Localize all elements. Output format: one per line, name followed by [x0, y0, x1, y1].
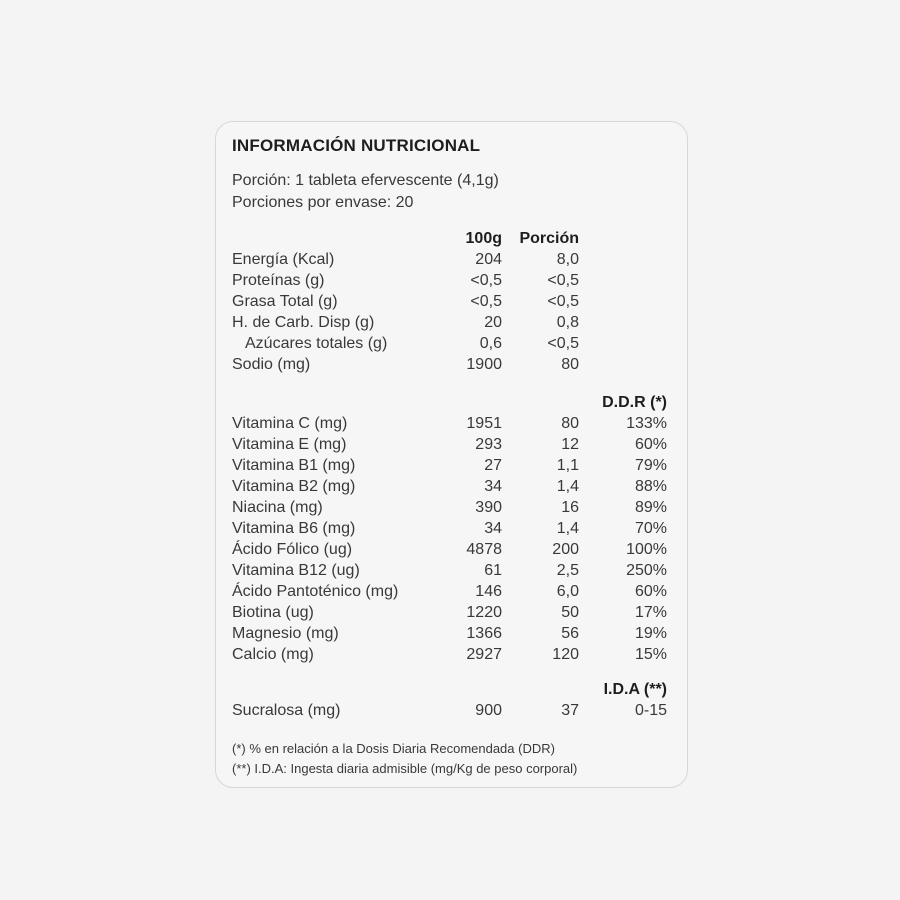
value-100g: 20 — [484, 314, 502, 331]
value-100g: 27 — [484, 457, 502, 474]
value-porcion: 12 — [561, 436, 579, 453]
card-title: INFORMACIÓN NUTRICIONAL — [232, 136, 481, 155]
table-row — [232, 476, 667, 497]
table-row — [232, 333, 667, 354]
table-row — [232, 539, 667, 560]
value-porcion: 37 — [561, 702, 579, 719]
row-label: Vitamina E (mg) — [232, 436, 347, 453]
row-label: Sucralosa (mg) — [232, 702, 341, 719]
value-porcion: 1,4 — [556, 520, 579, 537]
value-100g: 0,6 — [479, 335, 502, 352]
row-label: Vitamina B12 (ug) — [232, 562, 360, 579]
value-100g: 1220 — [466, 604, 502, 621]
value-ddr: 250% — [626, 562, 667, 579]
row-label: Calcio (mg) — [232, 646, 314, 663]
value-ddr: 19% — [634, 625, 667, 642]
value-porcion: 2,5 — [556, 562, 579, 579]
row-label: Energía (Kcal) — [232, 251, 335, 268]
value-porcion: 0,8 — [556, 314, 579, 331]
value-100g: 1900 — [466, 356, 502, 373]
value-porcion: 80 — [561, 356, 579, 373]
footnote-ddr: (*) % en relación a la Dosis Diaria Recomendada (DDR) — [232, 741, 555, 756]
value-100g: 34 — [484, 520, 502, 537]
table-row — [232, 291, 667, 312]
value-porcion: <0,5 — [547, 335, 579, 352]
table-row — [232, 602, 667, 623]
value-porcion: 8,0 — [556, 251, 579, 268]
value-ddr: 15% — [634, 646, 667, 663]
row-label: Niacina (mg) — [232, 499, 323, 516]
row-label: Vitamina B1 (mg) — [232, 457, 356, 474]
row-label: Ácido Pantoténico (mg) — [232, 583, 399, 600]
table-row — [232, 455, 667, 476]
table-row — [232, 270, 667, 291]
table-row — [232, 644, 667, 665]
value-100g: <0,5 — [470, 272, 502, 289]
value-porcion: 1,4 — [556, 478, 579, 495]
row-label: Vitamina B2 (mg) — [232, 478, 356, 495]
value-ddr: 89% — [634, 499, 667, 516]
value-100g: 293 — [475, 436, 502, 453]
value-porcion: <0,5 — [547, 272, 579, 289]
value-porcion: <0,5 — [547, 293, 579, 310]
row-label: Magnesio (mg) — [232, 625, 339, 642]
value-100g: 61 — [484, 562, 502, 579]
row-label: Grasa Total (g) — [232, 293, 338, 310]
value-porcion: 120 — [552, 646, 579, 663]
value-100g: 1366 — [466, 625, 502, 642]
value-ddr: 88% — [634, 478, 667, 495]
table-row — [232, 497, 667, 518]
row-label: Sodio (mg) — [232, 356, 311, 373]
value-100g: 1951 — [466, 415, 502, 432]
column-header-ddr: D.D.R (*) — [602, 394, 667, 411]
serving-size-text: Porción: 1 tableta efervescente (4,1g) — [232, 172, 499, 189]
value-100g: <0,5 — [470, 293, 502, 310]
value-100g: 2927 — [466, 646, 502, 663]
row-label: Biotina (ug) — [232, 604, 314, 621]
value-porcion: 50 — [561, 604, 579, 621]
table-row — [232, 518, 667, 539]
footnotes — [232, 739, 667, 779]
table-row — [232, 312, 667, 333]
table-row — [232, 560, 667, 581]
nutrition-facts-card — [215, 121, 688, 788]
value-porcion: 56 — [561, 625, 579, 642]
value-porcion: 200 — [552, 541, 579, 558]
row-label: Ácido Fólico (ug) — [232, 541, 353, 558]
macro-nutrients-table — [232, 249, 667, 375]
column-header-porcion: Porción — [519, 230, 579, 247]
value-100g: 900 — [475, 702, 502, 719]
value-ddr: 100% — [626, 541, 667, 558]
value-ddr: 60% — [634, 436, 667, 453]
value-100g: 390 — [475, 499, 502, 516]
value-porcion: 1,1 — [556, 457, 579, 474]
column-header-ida: I.D.A (**) — [603, 681, 667, 698]
table-row — [232, 623, 667, 644]
value-100g: 34 — [484, 478, 502, 495]
row-label: Vitamina C (mg) — [232, 415, 348, 432]
table-row — [232, 581, 667, 602]
table-row — [232, 434, 667, 455]
ida-header-row — [232, 679, 667, 700]
column-header-100g: 100g — [465, 230, 502, 247]
footnote-ida: (**) I.D.A: Ingesta diaria admisible (mg/Kg de peso corporal) — [232, 761, 578, 776]
row-label: Azúcares totales (g) — [245, 335, 388, 352]
value-ddr: 133% — [626, 415, 667, 432]
value-porcion: 16 — [561, 499, 579, 516]
value-ddr: 79% — [634, 457, 667, 474]
column-header-row — [232, 228, 667, 249]
servings-per-container-text: Porciones por envase: 20 — [232, 194, 414, 211]
table-row — [232, 354, 667, 375]
row-label: Proteínas (g) — [232, 272, 325, 289]
value-porcion: 80 — [561, 415, 579, 432]
table-row — [232, 700, 667, 721]
value-100g: 4878 — [466, 541, 502, 558]
value-ida: 0-15 — [634, 702, 667, 719]
value-porcion: 6,0 — [556, 583, 579, 600]
table-row — [232, 413, 667, 434]
ddr-header-row — [232, 392, 667, 413]
value-ddr: 60% — [634, 583, 667, 600]
vitamins-minerals-table — [232, 413, 667, 665]
row-label: H. de Carb. Disp (g) — [232, 314, 375, 331]
value-ddr: 70% — [634, 520, 667, 537]
table-row — [232, 249, 667, 270]
value-100g: 146 — [475, 583, 502, 600]
sweetener-table — [232, 700, 667, 721]
row-label: Vitamina B6 (mg) — [232, 520, 356, 537]
value-100g: 204 — [475, 251, 502, 268]
value-ddr: 17% — [634, 604, 667, 621]
